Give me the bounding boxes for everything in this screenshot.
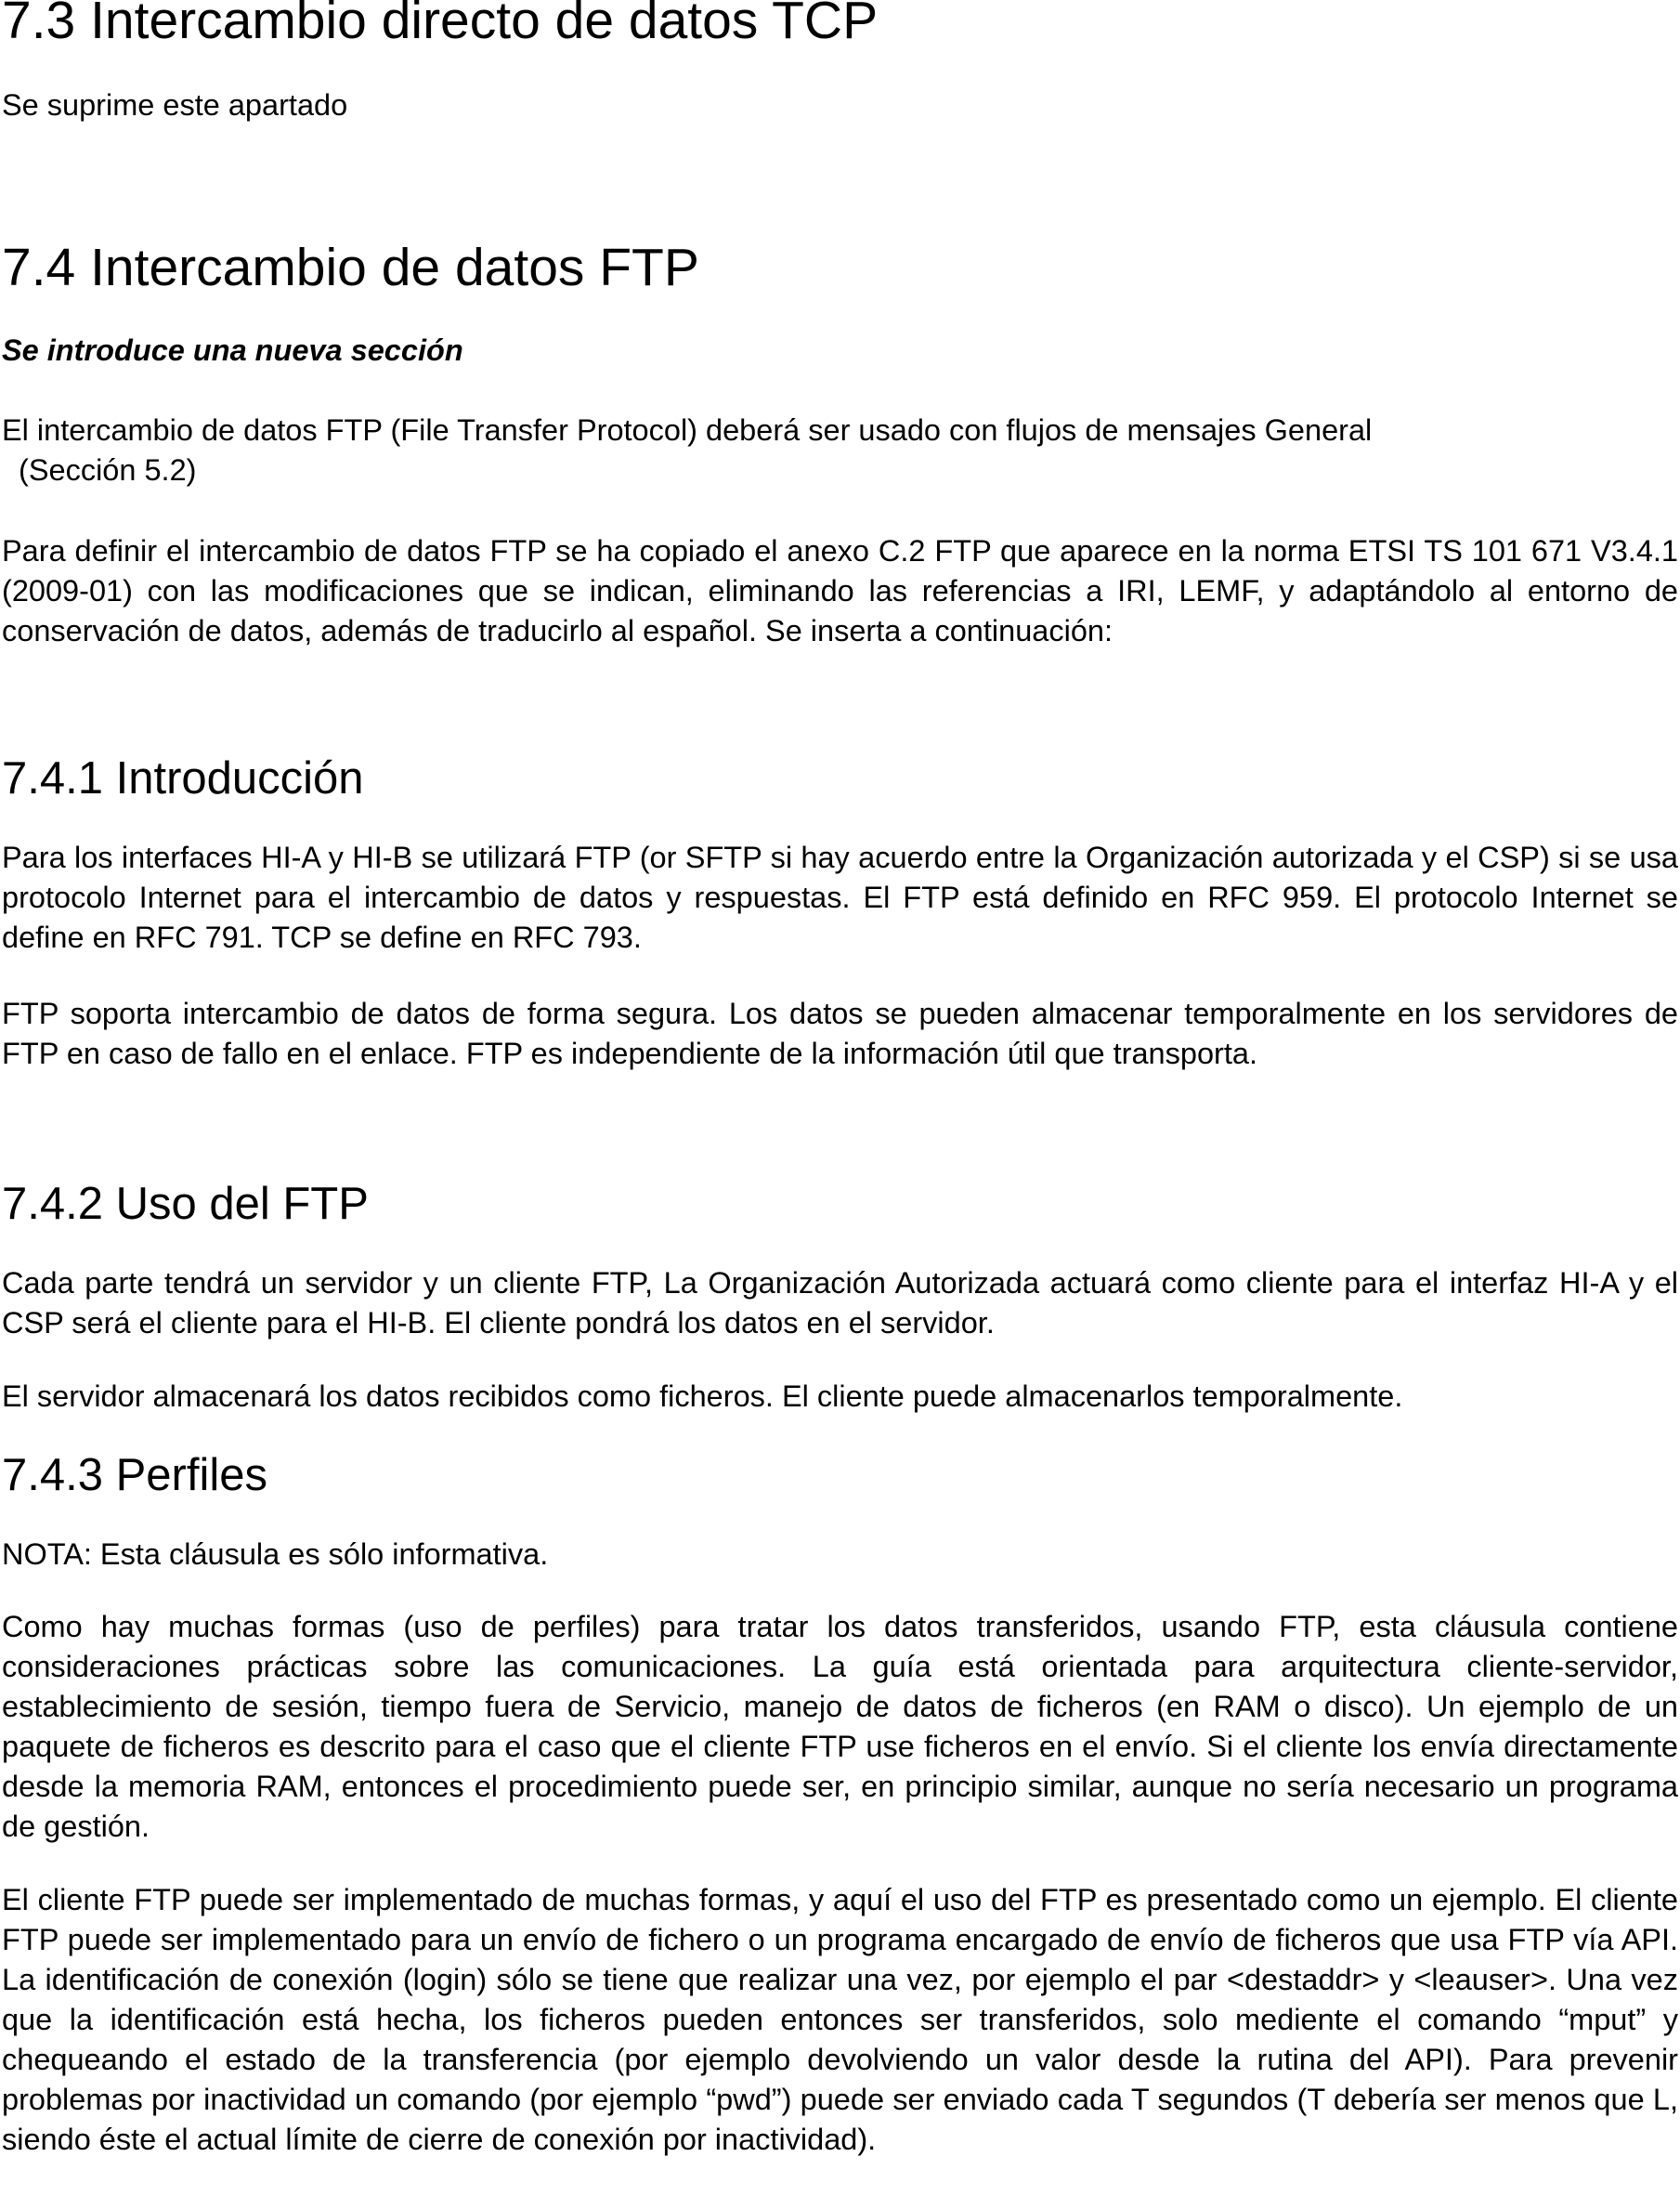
note-7-3: Se suprime este apartado bbox=[2, 88, 348, 122]
paragraph-7-4-1 bbox=[2, 411, 1678, 490]
heading-7-4-2: 7.4.2 Uso del FTP bbox=[2, 1179, 369, 1229]
heading-7-3: 7.3 Intercambio directo de datos TCP bbox=[2, 0, 879, 50]
heading-7-4: 7.4 Intercambio de datos FTP bbox=[2, 238, 699, 297]
paragraph-7-4-2-use-2: El servidor almacenará los datos recibidos como ficheros. El cliente puede almacenarlos temporalmente. bbox=[2, 1379, 1403, 1413]
paragraph-7-4-3-profiles-1: Como hay muchas formas (uso de perfiles) para tratar los datos transferidos, usando FTP, esta cláusula contiene consideraciones prácticas sobre las comunicaciones. La guía está orientada para arquitectura cliente-servidor, establecimiento de sesión, tiempo fuera de Servicio, manejo de datos de ficheros (en RAM o disco). Un ejemplo de un paquete de ficheros es descrito para el caso que el cliente FTP use ficheros en el envío. Si el cliente los envía directamente desde la memoria RAM, entonces el procedimiento puede ser, en principio similar, aunque no sería necesario un programa de gestión. bbox=[2, 1610, 1678, 1843]
paragraph-7-4-2: Para definir el intercambio de datos FTP se ha copiado el anexo C.2 FTP que aparece en la norma ETSI TS 101 671 V3.4.1 (2009-01) con las modificaciones que se indican, eliminando las referencias a IRI, LEMF, y adaptándolo al entorno de conservación de datos, además de traducirlo al español. Se inserta a continuación: bbox=[2, 534, 1678, 647]
paragraph-7-4-2-use-1: Cada parte tendrá un servidor y un cliente FTP, La Organización Autorizada actuará como cliente para el interfaz HI-A y el CSP será el cliente para el HI-B. El cliente pondrá los datos en el servidor. bbox=[2, 1266, 1678, 1340]
paragraph-7-4-1-line1: El intercambio de datos FTP (File Transfer Protocol) deberá ser usado con flujos de mensajes General bbox=[2, 413, 1373, 447]
paragraph-7-4-3-profiles-2: El cliente FTP puede ser implementado de muchas formas, y aquí el uso del FTP es presentado como un ejemplo. El cliente FTP puede ser implementado para un envío de fichero o un programa encargado de envío de ficheros que usa FTP vía API. La identificación de conexión (login) sólo se tiene que realizar una vez, por ejemplo el par <destaddr> y <leauser>. Una vez que la identificación está hecha, los ficheros pueden entonces ser transferidos, solo mediente el comando “mput” y chequeando el estado de la transferencia (por ejemplo devolviendo un valor desde la rutina del API). Para prevenir problemas por inactividad un comando (por ejemplo “pwd”) puede ser enviado cada T segundos (T debería ser menos que L, siendo éste el actual límite de cierre de conexión por inactividad). bbox=[2, 1883, 1678, 2156]
heading-7-4-1: 7.4.1 Introducción bbox=[2, 753, 364, 804]
paragraph-7-4-1-intro-2: FTP soporta intercambio de datos de forma segura. Los datos se pueden almacenar temporalmente en los servidores de FTP en caso de fallo en el enlace. FTP es independiente de la información útil que transporta. bbox=[2, 997, 1678, 1070]
heading-7-4-3: 7.4.3 Perfiles bbox=[2, 1450, 267, 1500]
note-7-4-3: NOTA: Esta cláusula es sólo informativa. bbox=[2, 1537, 549, 1571]
paragraph-7-4-1-line2: (Sección 5.2) bbox=[19, 453, 197, 487]
subtitle-7-4: Se introduce una nueva sección bbox=[2, 333, 463, 367]
paragraph-7-4-1-intro-1: Para los interfaces HI-A y HI-B se utilizará FTP (or SFTP si hay acuerdo entre la Organización autorizada y el CSP) si se usa protocolo Internet para el intercambio de datos y respuestas. El FTP está definido en RFC 959. El protocolo Internet se define en RFC 791. TCP se define en RFC 793. bbox=[2, 841, 1678, 954]
